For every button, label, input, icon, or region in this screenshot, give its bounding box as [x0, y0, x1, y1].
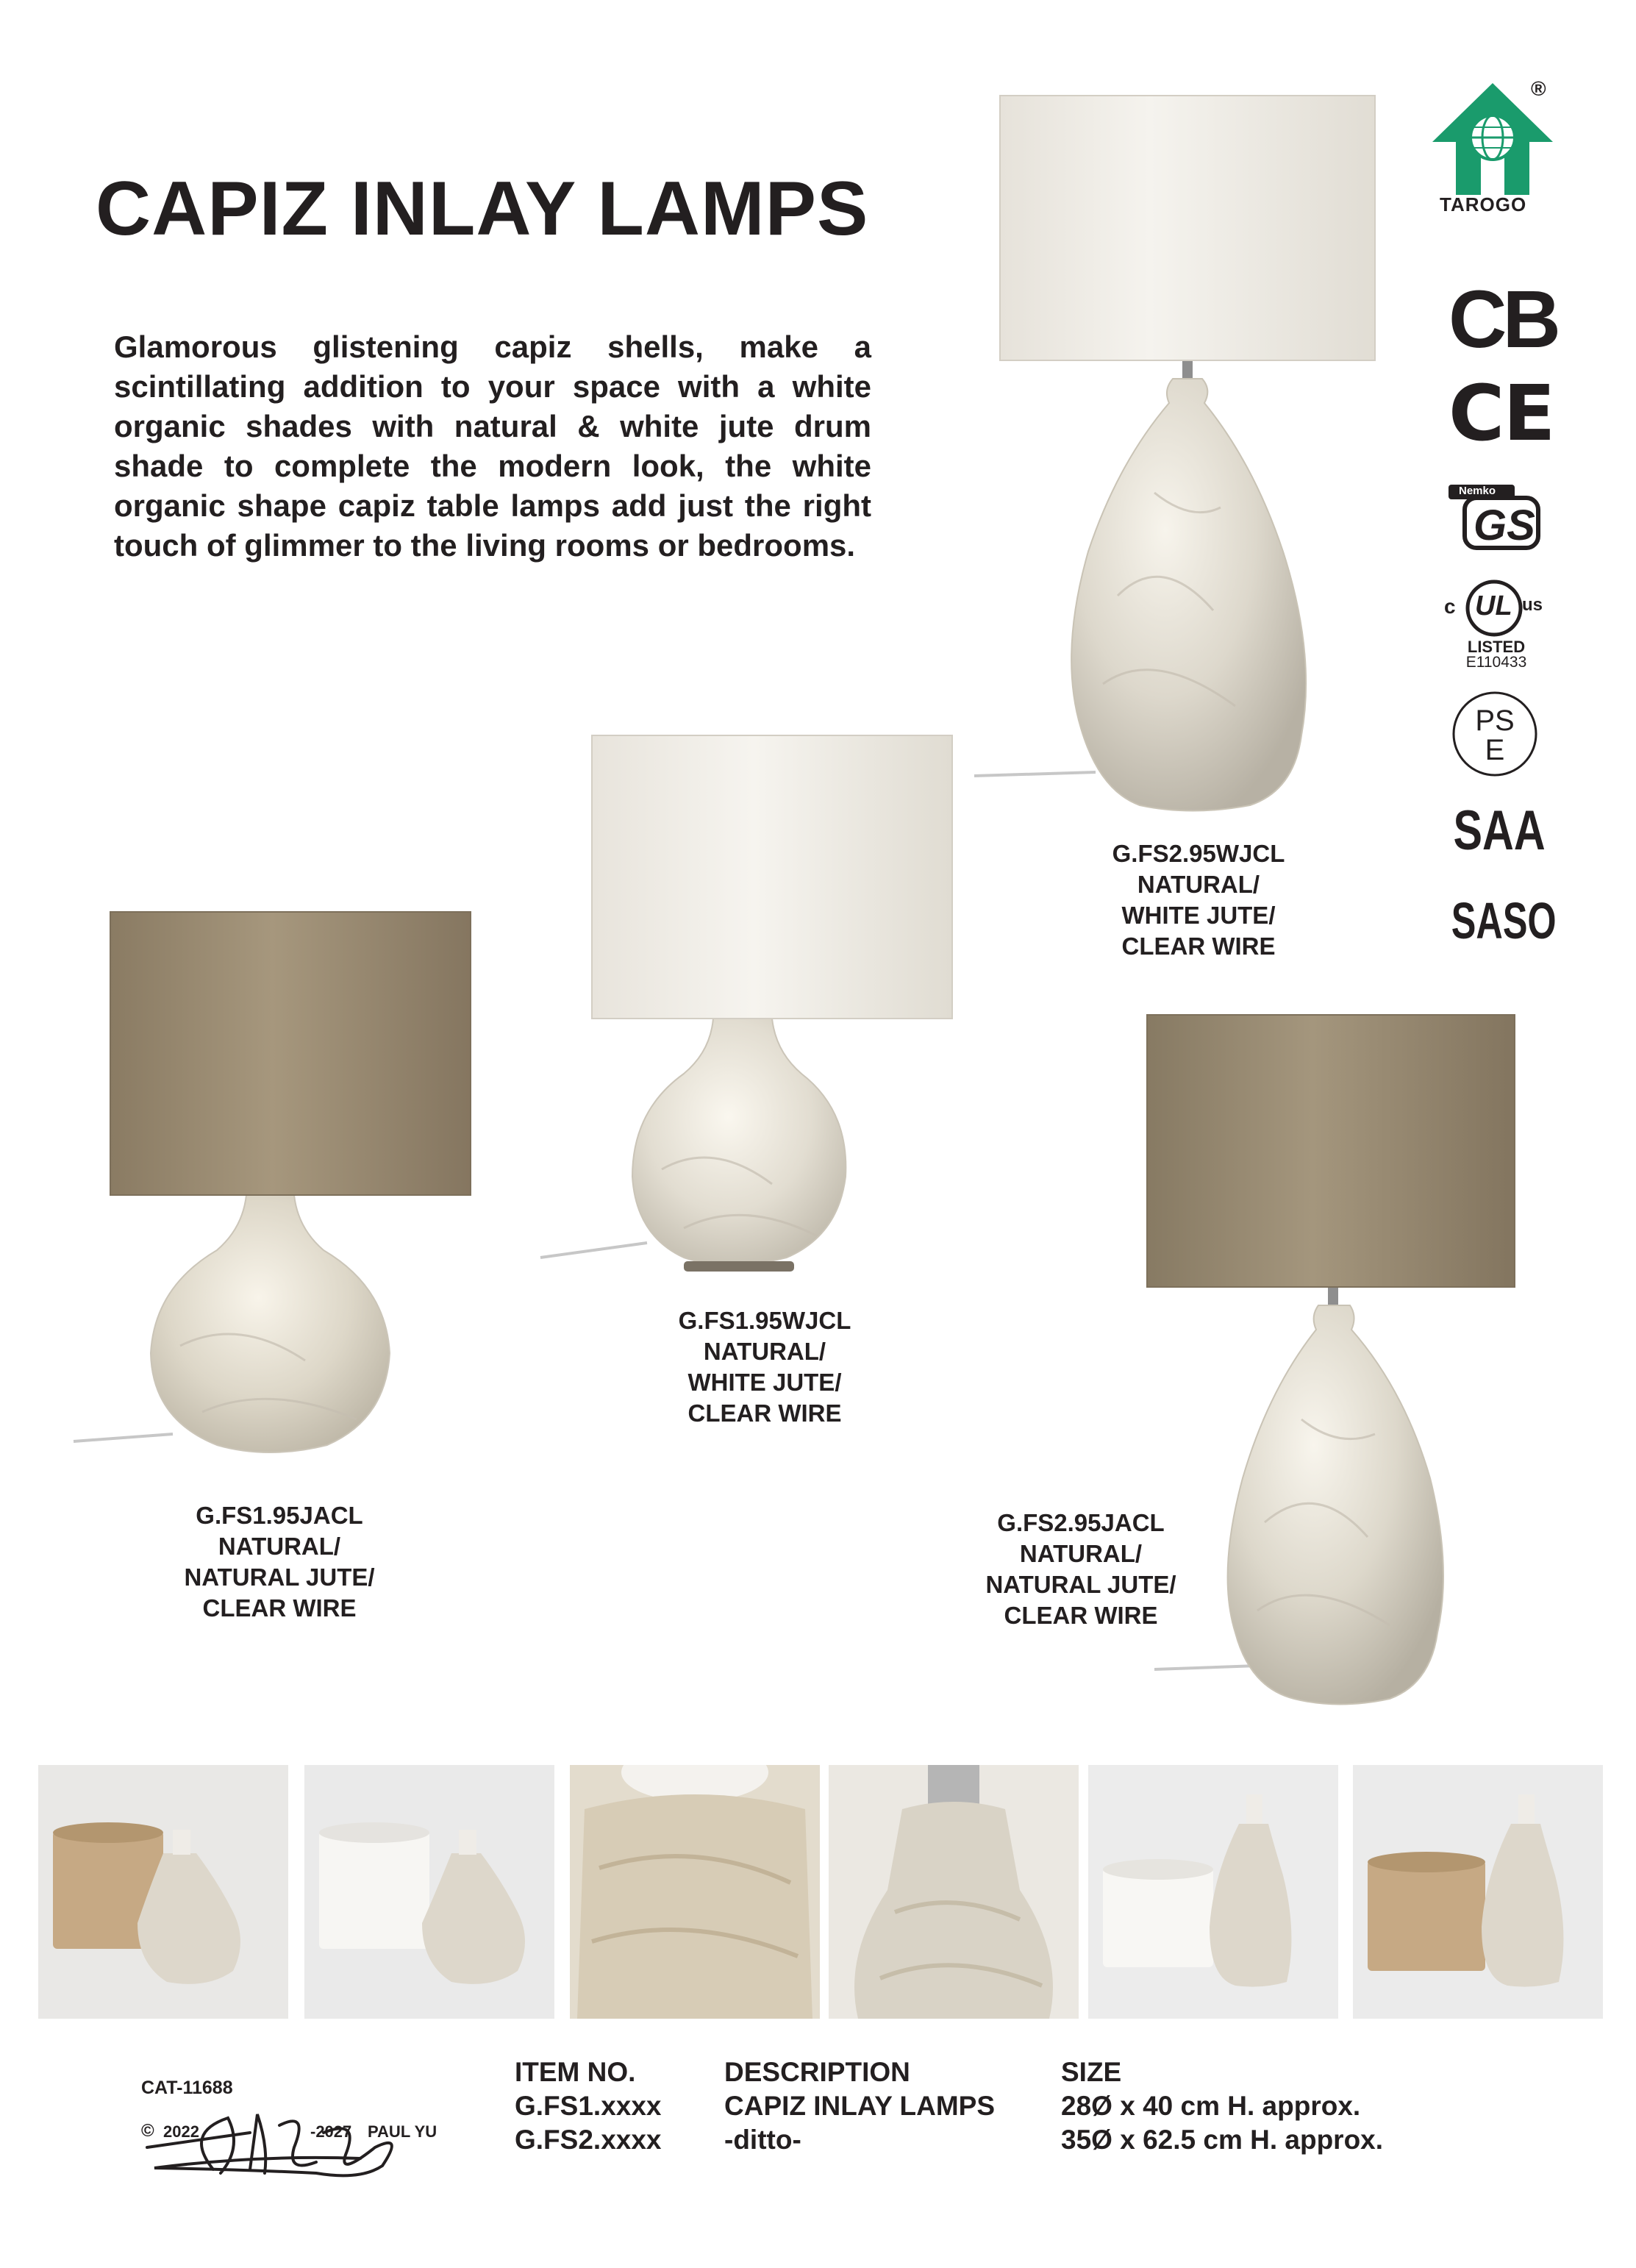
power-cord — [974, 772, 1096, 776]
product-material: NATURAL/ — [703, 1338, 826, 1365]
product-label-g-fs2-95wjcl — [1051, 838, 1346, 962]
product-label-g-fs1-95wjcl — [618, 1305, 912, 1429]
gs-nemko-label: Nemko — [1459, 485, 1496, 497]
product-label-g-fs1-95jacl — [132, 1500, 426, 1624]
thumbnail-photo-2 — [304, 1765, 554, 2019]
item-number: G.FS2.xxxx — [515, 2125, 662, 2155]
ul-mark — [1441, 570, 1551, 673]
lamp-base — [151, 1195, 390, 1452]
product-material: NATURAL/ — [1019, 1540, 1143, 1567]
item-size: 28Ø x 40 cm H. approx. — [1061, 2091, 1361, 2121]
ul-number-label: E110433 — [1465, 654, 1527, 671]
ce-mark: CE — [1449, 368, 1554, 458]
size-column — [1061, 2055, 1383, 2157]
product-shade: WHITE JUTE/ — [687, 1369, 842, 1396]
product-code: G.FS2.95WJCL — [1112, 840, 1285, 867]
lamp-g-fs1-95wjcl — [537, 728, 978, 1287]
power-cord — [540, 1243, 647, 1258]
ul-us-label: us — [1522, 595, 1543, 615]
item-size: 35Ø x 62.5 cm H. approx. — [1061, 2125, 1384, 2155]
product-wire: CLEAR WIRE — [1121, 932, 1276, 960]
catalog-number: CAT-11688 — [141, 2078, 233, 2098]
pse-mark — [1451, 690, 1539, 778]
lamp-g-fs2-95wjcl — [971, 81, 1397, 824]
description-column — [724, 2055, 995, 2157]
page-title: CAPIZ INLAY LAMPS — [96, 166, 869, 252]
product-shade: WHITE JUTE/ — [1121, 902, 1276, 929]
thumbnail-photo-1 — [38, 1765, 288, 2019]
brand-logo — [1426, 77, 1559, 224]
item-description: -ditto- — [724, 2125, 801, 2155]
description-header: DESCRIPTION — [724, 2057, 910, 2087]
saso-mark: SASO — [1451, 892, 1557, 949]
pse-bottom-label: E — [1485, 734, 1505, 766]
pse-top-label: PS — [1475, 705, 1515, 737]
product-shade: NATURAL JUTE/ — [985, 1571, 1176, 1598]
ul-c-label: c — [1444, 595, 1456, 618]
lamp-base — [1071, 379, 1306, 811]
size-header: SIZE — [1061, 2057, 1122, 2087]
lamp-shade — [1000, 96, 1375, 360]
lamp-base — [632, 1019, 846, 1265]
designer-name: PAUL YU — [368, 2122, 437, 2141]
brand-name: TAROGO — [1440, 193, 1527, 215]
product-code: G.FS1.95JACL — [196, 1502, 363, 1529]
cb-mark: CB — [1449, 274, 1557, 365]
signature — [140, 2103, 419, 2184]
item-number-column — [515, 2055, 662, 2157]
gs-mark — [1443, 482, 1546, 552]
thumbnail-photo-4 — [829, 1765, 1079, 2019]
thumbnail-photo-3 — [570, 1765, 820, 2019]
copyright-symbol: © — [141, 2121, 154, 2141]
power-cord — [74, 1434, 173, 1441]
item-number: G.FS1.xxxx — [515, 2091, 662, 2121]
lamp-base — [1228, 1305, 1443, 1705]
thumbnail-photo-5 — [1088, 1765, 1338, 2019]
product-code: G.FS2.95JACL — [997, 1509, 1165, 1536]
lamp-shade — [110, 912, 471, 1195]
gs-label: GS — [1474, 502, 1535, 549]
registered-mark: ® — [1531, 77, 1546, 100]
ul-label: UL — [1475, 591, 1512, 621]
power-cord — [1154, 1666, 1257, 1669]
product-wire: CLEAR WIRE — [687, 1399, 842, 1427]
product-material: NATURAL/ — [1137, 871, 1260, 898]
product-code: G.FS1.95WJCL — [678, 1307, 851, 1334]
product-wire: CLEAR WIRE — [1004, 1602, 1158, 1629]
item-number-header: ITEM NO. — [515, 2057, 636, 2087]
product-description: Glamorous glistening capiz shells, make a scintillating addition to your space with a white organic shades with natural & white jute drum shade to complete the modern look, the white organic shape capiz table lamps add just the right touch of glimmer to the living rooms or bedrooms. — [114, 329, 871, 563]
product-wire: CLEAR WIRE — [202, 1594, 357, 1622]
item-description: CAPIZ INLAY LAMPS — [724, 2091, 995, 2121]
lamp-g-fs1-95jacl — [70, 905, 482, 1463]
thumbnail-photo-6 — [1353, 1765, 1603, 2019]
saa-mark: SAA — [1453, 799, 1546, 862]
copyright-year-from: 2022 — [163, 2122, 199, 2141]
product-material: NATURAL/ — [218, 1533, 341, 1560]
product-shade: NATURAL JUTE/ — [184, 1563, 375, 1591]
lamp-shade — [592, 735, 952, 1019]
copyright-year-to: -2027 — [310, 2122, 352, 2141]
ul-listed-label: LISTED — [1467, 638, 1526, 656]
lamp-shade — [1147, 1015, 1515, 1287]
product-label-g-fs2-95jacl — [934, 1508, 1228, 1631]
